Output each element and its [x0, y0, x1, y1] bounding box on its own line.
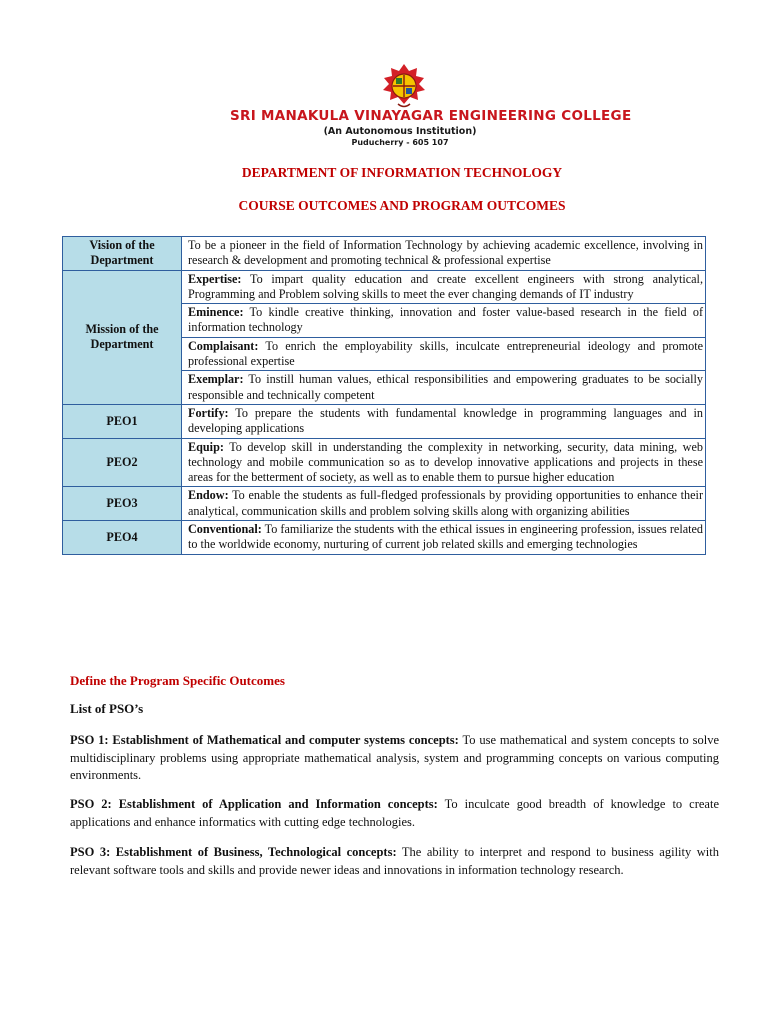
mission-item: Eminence: To kindle creative thinking, innovation and foster value-based research in the field of information technology: [182, 304, 706, 338]
mission-label: Mission of the Department: [63, 270, 182, 404]
pso-item: PSO 2: Establishment of Application and Information concepts: To inculcate good breadth of knowledge to create applications and enhance informatics with cutting edge technologies.: [70, 797, 720, 829]
mission-item: Exemplar: To instill human values, ethical responsibilities and empowering graduates to be socially responsible and technically competent: [182, 371, 706, 405]
mission-item: Complaisant: To enrich the employability skills, inculcate entrepreneurial ideology and promote professional expertise: [182, 337, 706, 371]
peo-text: Fortify: To prepare the students with fundamental knowledge in programming languages and in developing applications: [182, 404, 706, 438]
table-row: [63, 404, 706, 438]
mission-item: Expertise: To impart quality education and create excellent engineers with strong analytical, Programming and Problem solving skills to meet the ever changing demands of IT industry: [182, 270, 706, 304]
peo-label: PEO3: [63, 487, 182, 521]
table-row: [63, 270, 706, 304]
pso-item: PSO 1: Establishment of Mathematical and computer systems concepts: To use mathematical and system concepts to solve multidisciplinary problems using appropriate mathematical analysis, system and programming concepts on various computing environments.: [70, 733, 719, 782]
peo-label: PEO2: [63, 438, 182, 487]
vision-mission-table: [62, 236, 706, 555]
peo-text: Conventional: To familiarize the students with the ethical issues in engineering profession, issues related to the worldwide economy, nurturing of current job related skills and emerging technologies: [182, 521, 706, 555]
peo-label: PEO1: [63, 404, 182, 438]
autonomous-label: (An Autonomous Institution): [323, 126, 477, 137]
pso-list-title: List of PSO’s: [70, 701, 144, 716]
college-emblem-icon: [380, 62, 428, 110]
college-name: SRI MANAKULA VINAYAGAR ENGINEERING COLLEGE: [230, 108, 632, 124]
department-title: DEPARTMENT OF INFORMATION TECHNOLOGY: [241, 165, 563, 180]
vision-text: To be a pioneer in the field of Information Technology by achieving academic excellence, involving in research & development and promoting technical & professional expertise: [182, 237, 706, 271]
document-subtitle: COURSE OUTCOMES AND PROGRAM OUTCOMES: [238, 198, 566, 213]
peo-text: Equip: To develop skill in understanding the complexity in networking, security, data mining, web technology and mobile communication so as to develop innovative applications and projects in these areas for the betterment of society, as well as to enable them to pursue higher education: [182, 438, 706, 487]
table-row: [63, 237, 706, 271]
pso-item: PSO 3: Establishment of Business, Technological concepts: The ability to interpret and respond to business agility with relevant software tools and skills and provide newer ideas and innovations in information technology research.: [70, 845, 719, 877]
peo-label: PEO4: [63, 521, 182, 555]
table-row: [63, 487, 706, 521]
peo-text: Endow: To enable the students as full-fledged professionals by providing opportunities to enhance their analytical, communication skills and problem solving skills along with organizing abilities: [182, 487, 706, 521]
pso-heading: Define the Program Specific Outcomes: [70, 673, 285, 688]
table-row: [63, 438, 706, 487]
college-location: Puducherry - 605 107: [351, 138, 449, 147]
vision-label: Vision of the Department: [63, 237, 182, 271]
table-row: [63, 521, 706, 555]
